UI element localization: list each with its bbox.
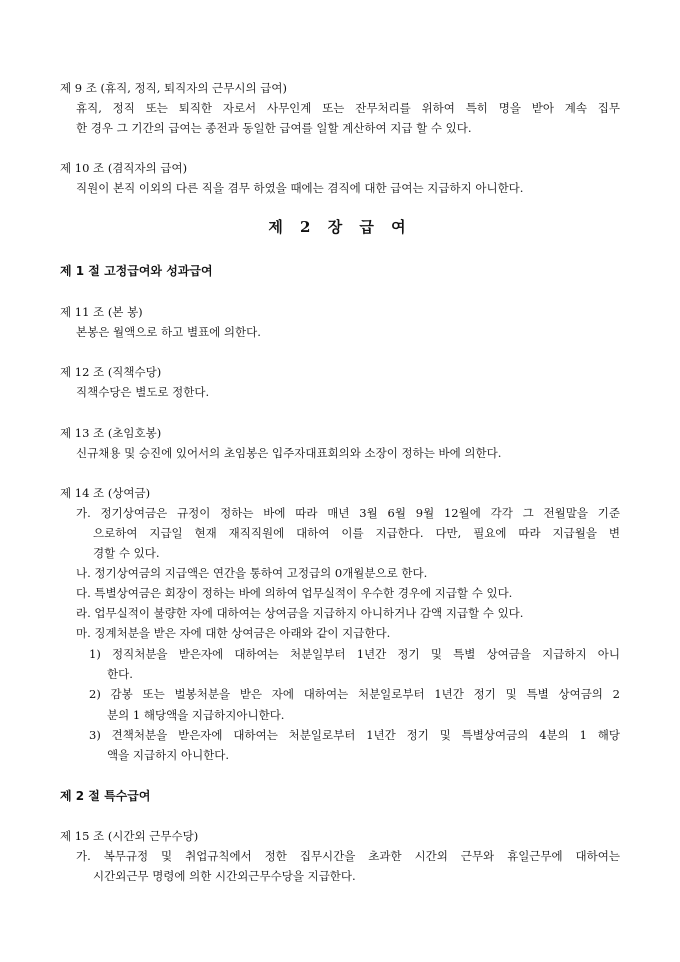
article-14-item-ga-line-3: 경할 수 있다. (93, 546, 160, 560)
article-15-heading: 제 15 조 (시간외 근무수당) (60, 829, 199, 843)
article-14-sub-2-line-1: 2) 감봉 또는 벌봉처분을 받은 자에 대하여는 처분일로부터 1년간 정기 및 특별 상여금의 2 (89, 687, 620, 701)
article-14-item-ra: 라. 업무실적이 불량한 자에 대하여는 상여금을 지급하지 아니하거나 감액 지급할 수 있다. (76, 606, 524, 620)
article-9-line-2: 한 경우 그 기간의 급여는 종전과 동일한 급여를 일할 계산하여 지급 할 수 있다. (76, 121, 472, 135)
article-15-item-ga-line-1: 가. 복무규정 및 취업규칙에서 정한 집무시간을 초과한 시간외 근무와 휴일근무에 대하여는 (76, 849, 620, 863)
article-11-line-1: 본봉은 월액으로 하고 별표에 의한다. (76, 325, 261, 339)
article-11-heading: 제 11 조 (본 봉) (60, 305, 143, 319)
article-14-sub-1-line-1: 1) 정직처분을 받은자에 대하여는 처분일부터 1년간 정기 및 특별 상여금을 지급하지 아니 (89, 647, 620, 661)
article-14-sub-2-line-2: 분의 1 해당액을 지급하지아니한다. (107, 708, 285, 722)
article-14-sub-3-line-2: 액을 지급하지 아니한다. (107, 748, 230, 762)
article-14-item-ga-line-1: 가. 정기상여금은 규정이 정하는 바에 따라 매년 3월 6월 9월 12월에 각각 그 전월말을 기준 (76, 506, 620, 520)
section-1-title: 제 1 절 고정급여와 성과급여 (60, 264, 213, 278)
article-13-line-1: 신규채용 및 승진에 있어서의 초임봉은 입주자대표회의와 소장이 정하는 바에 의한다. (76, 446, 502, 460)
chapter-title: 제 2 장 급 여 (268, 218, 412, 236)
article-14-sub-1-line-2: 한다. (107, 667, 133, 681)
article-14-item-da: 다. 특별상여금은 회장이 정하는 바에 의하여 업무실적이 우수한 경우에 지급할 수 있다. (76, 586, 513, 600)
article-13-heading: 제 13 조 (초임호봉) (60, 426, 162, 440)
article-10-line-1: 직원이 본직 이외의 다른 직을 겸무 하였을 때에는 겸직에 대한 급여는 지급하지 아니한다. (76, 181, 524, 195)
article-12-line-1: 직책수당은 별도로 정한다. (76, 385, 210, 399)
article-10-heading: 제 10 조 (겸직자의 급여) (60, 161, 188, 175)
article-9-line-1: 휴직, 정직 또는 퇴직한 자로서 사무인계 또는 잔무처리를 위하여 특히 명을 받아 계속 집무 (76, 101, 620, 115)
section-2-title: 제 2 절 특수급여 (60, 789, 151, 803)
article-9-heading: 제 9 조 (휴직, 정직, 퇴직자의 근무시의 급여) (60, 81, 287, 95)
article-14-sub-3-line-1: 3) 견책처분을 받은자에 대하여는 처분일로부터 1년간 정기 및 특별상여금의 4분의 1 해당 (89, 728, 620, 742)
article-14-item-ma: 마. 징계처분을 받은 자에 대한 상여금은 아래와 같이 지급한다. (76, 626, 391, 640)
article-12-heading: 제 12 조 (직책수당) (60, 365, 162, 379)
article-14-item-ga-line-2: 으로하여 지급일 현재 재직직원에 대하여 이를 지급한다. 다만, 필요에 따라 지급월을 변 (93, 526, 620, 540)
article-15-item-ga-line-2: 시간외근무 명령에 의한 시간외근무수당을 지급한다. (93, 869, 356, 883)
article-14-heading: 제 14 조 (상여금) (60, 486, 151, 500)
article-14-item-na: 나. 정기상여금의 지급액은 연간을 통하여 고정급의 0개월분으로 한다. (76, 566, 428, 580)
